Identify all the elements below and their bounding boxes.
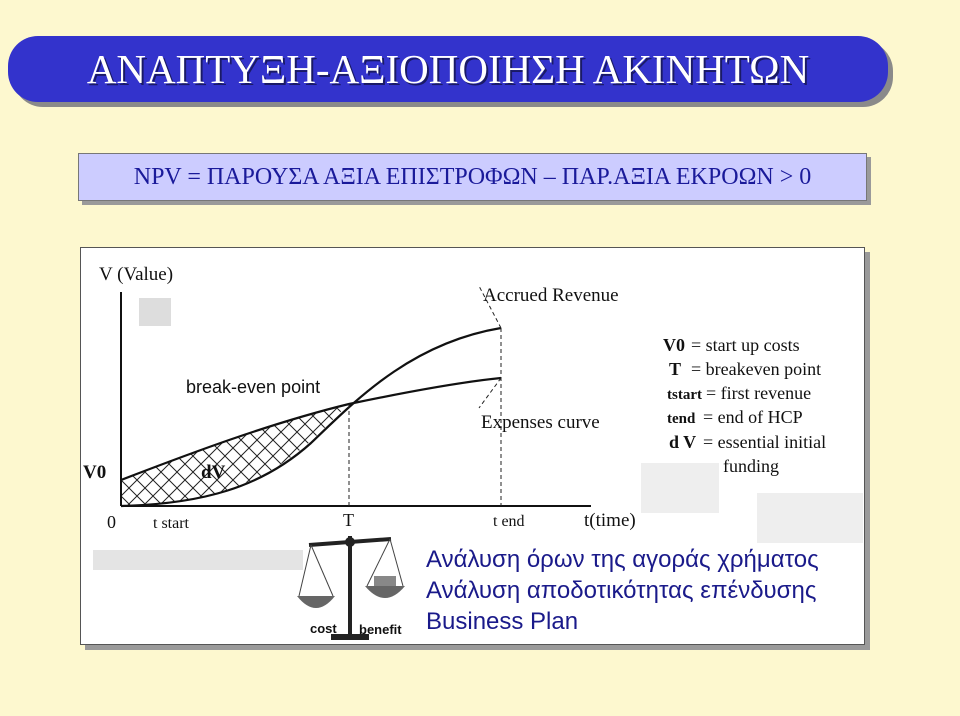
legend-symbol: tend (667, 411, 696, 427)
title-bar (8, 36, 888, 102)
analysis-item: Ανάλυση όρων της αγοράς χρήματος (426, 546, 819, 573)
artifact-block (139, 298, 171, 326)
accrued-revenue-label: Accrued Revenue (483, 285, 619, 306)
formula-box (78, 153, 867, 201)
legend-symbol: tstart (667, 387, 702, 403)
legend (663, 335, 826, 476)
legend-symbol: d V (669, 432, 697, 452)
artifact-block (641, 463, 719, 513)
v0-label: V0 (83, 462, 107, 483)
legend-text: = first revenue (706, 383, 812, 403)
break-even-label: break-even point (186, 377, 321, 397)
balance-scale-icon (297, 536, 405, 640)
legend-text: = end of HCP (703, 407, 803, 427)
t-end-label: t end (493, 513, 525, 530)
legend-text: = essential initial (703, 432, 827, 452)
npv-formula: NPV = ΠΑΡΟΥΣΑ ΑΞΙΑ ΕΠΙΣΤΡΟΦΩΝ – ΠΑΡ.ΑΞΙΑ ΕΚΡΟΩΝ > 0 (133, 164, 812, 190)
legend-symbol: V0 (663, 335, 685, 355)
analysis-item: Business Plan (426, 608, 579, 635)
analysis-list (426, 544, 819, 637)
origin-label: 0 (107, 512, 116, 532)
dv-label: dV (201, 462, 226, 483)
artifact-block (93, 550, 303, 570)
scale-cost-label: cost (310, 621, 337, 636)
diagram-panel (80, 247, 865, 645)
expenses-curve-label: Expenses curve (481, 412, 600, 433)
legend-text: = breakeven point (691, 359, 822, 379)
legend-text: = start up costs (691, 335, 800, 355)
artifact-block (757, 493, 863, 543)
analysis-item: Ανάλυση αποδοτικότητας επένδυσης (426, 577, 817, 604)
expenses-leader-line (479, 378, 501, 408)
slide-title: ΑΝΑΠΤΥΞΗ-ΑΞΙΟΠΟΙΗΣΗ ΑΚΙΝΗΤΩΝ (86, 46, 810, 92)
legend-symbol: T (669, 359, 682, 379)
scale-benefit-label: benefit (359, 622, 402, 637)
t-start-label: t start (153, 515, 189, 532)
t-break-label: T (343, 510, 354, 530)
y-axis-label: V (Value) (99, 264, 174, 285)
t-axis-label: t(time) (584, 510, 636, 531)
legend-text: funding (723, 456, 779, 476)
